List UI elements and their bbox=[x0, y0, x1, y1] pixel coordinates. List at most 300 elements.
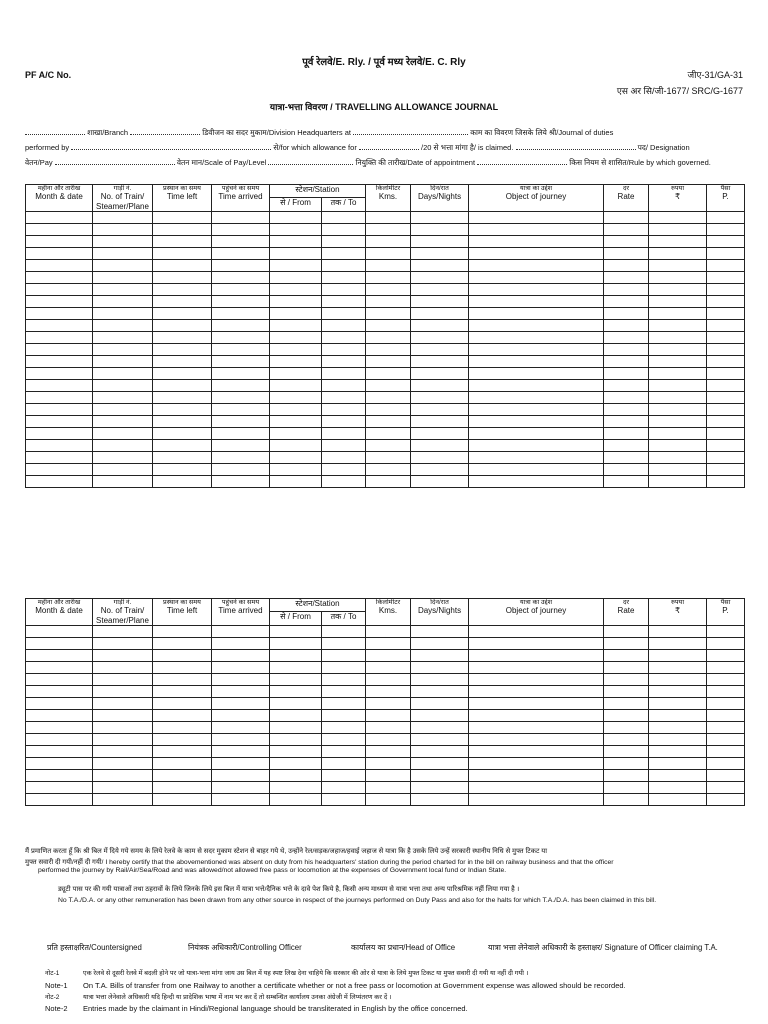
table-cell[interactable] bbox=[212, 709, 270, 721]
table-cell[interactable] bbox=[212, 331, 270, 343]
table-cell[interactable] bbox=[604, 343, 649, 355]
table-cell[interactable] bbox=[411, 721, 469, 733]
table-cell[interactable] bbox=[270, 247, 322, 259]
appointment-field[interactable] bbox=[477, 157, 567, 165]
table-cell[interactable] bbox=[322, 439, 366, 451]
table-cell[interactable] bbox=[93, 247, 153, 259]
table-cell[interactable] bbox=[270, 379, 322, 391]
table-cell[interactable] bbox=[26, 379, 93, 391]
table-cell[interactable] bbox=[270, 661, 322, 673]
table-cell[interactable] bbox=[366, 415, 411, 427]
table-cell[interactable] bbox=[26, 721, 93, 733]
table-cell[interactable] bbox=[707, 757, 745, 769]
table-cell[interactable] bbox=[469, 319, 604, 331]
table-cell[interactable] bbox=[270, 673, 322, 685]
table-cell[interactable] bbox=[322, 355, 366, 367]
table-cell[interactable] bbox=[322, 307, 366, 319]
table-cell[interactable] bbox=[270, 475, 322, 487]
table-cell[interactable] bbox=[411, 781, 469, 793]
table-cell[interactable] bbox=[469, 793, 604, 805]
table-cell[interactable] bbox=[270, 721, 322, 733]
table-cell[interactable] bbox=[604, 637, 649, 649]
table-cell[interactable] bbox=[93, 793, 153, 805]
table-cell[interactable] bbox=[153, 709, 212, 721]
table-cell[interactable] bbox=[153, 475, 212, 487]
table-cell[interactable] bbox=[707, 793, 745, 805]
table-cell[interactable] bbox=[366, 721, 411, 733]
table-cell[interactable] bbox=[649, 403, 707, 415]
table-cell[interactable] bbox=[411, 697, 469, 709]
table-cell[interactable] bbox=[93, 403, 153, 415]
table-cell[interactable] bbox=[153, 625, 212, 637]
table-cell[interactable] bbox=[411, 757, 469, 769]
table-cell[interactable] bbox=[604, 391, 649, 403]
table-cell[interactable] bbox=[469, 733, 604, 745]
table-cell[interactable] bbox=[26, 625, 93, 637]
table-cell[interactable] bbox=[322, 625, 366, 637]
table-cell[interactable] bbox=[411, 283, 469, 295]
table-cell[interactable] bbox=[649, 427, 707, 439]
table-cell[interactable] bbox=[26, 439, 93, 451]
table-cell[interactable] bbox=[411, 259, 469, 271]
table-cell[interactable] bbox=[469, 331, 604, 343]
table-cell[interactable] bbox=[153, 463, 212, 475]
table-cell[interactable] bbox=[153, 649, 212, 661]
table-cell[interactable] bbox=[411, 439, 469, 451]
table-cell[interactable] bbox=[26, 475, 93, 487]
table-cell[interactable] bbox=[212, 343, 270, 355]
table-cell[interactable] bbox=[411, 247, 469, 259]
table-cell[interactable] bbox=[212, 463, 270, 475]
table-cell[interactable] bbox=[366, 697, 411, 709]
table-cell[interactable] bbox=[153, 343, 212, 355]
table-cell[interactable] bbox=[270, 757, 322, 769]
table-cell[interactable] bbox=[649, 319, 707, 331]
table-cell[interactable] bbox=[649, 625, 707, 637]
table-cell[interactable] bbox=[366, 319, 411, 331]
table-cell[interactable] bbox=[411, 223, 469, 235]
table-cell[interactable] bbox=[707, 295, 745, 307]
table-cell[interactable] bbox=[707, 709, 745, 721]
table-cell[interactable] bbox=[411, 319, 469, 331]
table-cell[interactable] bbox=[322, 463, 366, 475]
table-cell[interactable] bbox=[153, 781, 212, 793]
table-cell[interactable] bbox=[707, 685, 745, 697]
table-cell[interactable] bbox=[604, 733, 649, 745]
table-cell[interactable] bbox=[604, 379, 649, 391]
table-cell[interactable] bbox=[366, 685, 411, 697]
table-cell[interactable] bbox=[649, 649, 707, 661]
table-cell[interactable] bbox=[212, 793, 270, 805]
table-cell[interactable] bbox=[469, 463, 604, 475]
table-cell[interactable] bbox=[153, 211, 212, 223]
table-cell[interactable] bbox=[366, 211, 411, 223]
table-cell[interactable] bbox=[93, 697, 153, 709]
table-cell[interactable] bbox=[322, 379, 366, 391]
table-cell[interactable] bbox=[411, 733, 469, 745]
table-cell[interactable] bbox=[153, 319, 212, 331]
table-cell[interactable] bbox=[604, 427, 649, 439]
table-cell[interactable] bbox=[604, 463, 649, 475]
table-cell[interactable] bbox=[366, 757, 411, 769]
table-cell[interactable] bbox=[649, 295, 707, 307]
table-cell[interactable] bbox=[707, 271, 745, 283]
table-cell[interactable] bbox=[153, 769, 212, 781]
pay-field[interactable] bbox=[55, 157, 175, 165]
table-cell[interactable] bbox=[26, 451, 93, 463]
table-cell[interactable] bbox=[93, 685, 153, 697]
table-cell[interactable] bbox=[469, 343, 604, 355]
table-cell[interactable] bbox=[212, 367, 270, 379]
table-cell[interactable] bbox=[212, 661, 270, 673]
table-cell[interactable] bbox=[366, 673, 411, 685]
table-cell[interactable] bbox=[469, 637, 604, 649]
table-cell[interactable] bbox=[649, 283, 707, 295]
table-cell[interactable] bbox=[322, 403, 366, 415]
table-cell[interactable] bbox=[707, 319, 745, 331]
table-cell[interactable] bbox=[212, 781, 270, 793]
table-cell[interactable] bbox=[707, 427, 745, 439]
table-cell[interactable] bbox=[93, 709, 153, 721]
table-cell[interactable] bbox=[604, 757, 649, 769]
table-cell[interactable] bbox=[469, 757, 604, 769]
table-cell[interactable] bbox=[153, 637, 212, 649]
table-cell[interactable] bbox=[366, 733, 411, 745]
table-cell[interactable] bbox=[649, 781, 707, 793]
scale-field[interactable] bbox=[268, 157, 353, 165]
table-cell[interactable] bbox=[411, 295, 469, 307]
table-cell[interactable] bbox=[604, 211, 649, 223]
table-cell[interactable] bbox=[707, 211, 745, 223]
table-cell[interactable] bbox=[469, 673, 604, 685]
table-cell[interactable] bbox=[322, 223, 366, 235]
table-cell[interactable] bbox=[322, 685, 366, 697]
table-cell[interactable] bbox=[270, 391, 322, 403]
table-cell[interactable] bbox=[26, 637, 93, 649]
table-cell[interactable] bbox=[469, 709, 604, 721]
table-cell[interactable] bbox=[270, 685, 322, 697]
table-cell[interactable] bbox=[153, 367, 212, 379]
table-cell[interactable] bbox=[604, 271, 649, 283]
table-cell[interactable] bbox=[366, 637, 411, 649]
table-cell[interactable] bbox=[649, 463, 707, 475]
table-cell[interactable] bbox=[212, 235, 270, 247]
table-cell[interactable] bbox=[212, 319, 270, 331]
table-cell[interactable] bbox=[270, 625, 322, 637]
table-cell[interactable] bbox=[411, 709, 469, 721]
table-cell[interactable] bbox=[212, 259, 270, 271]
table-cell[interactable] bbox=[93, 463, 153, 475]
table-cell[interactable] bbox=[322, 781, 366, 793]
table-cell[interactable] bbox=[26, 427, 93, 439]
table-cell[interactable] bbox=[707, 637, 745, 649]
table-cell[interactable] bbox=[604, 625, 649, 637]
table-cell[interactable] bbox=[26, 343, 93, 355]
table-cell[interactable] bbox=[93, 475, 153, 487]
table-cell[interactable] bbox=[707, 235, 745, 247]
table-cell[interactable] bbox=[707, 781, 745, 793]
table-cell[interactable] bbox=[153, 439, 212, 451]
table-cell[interactable] bbox=[649, 259, 707, 271]
table-cell[interactable] bbox=[93, 625, 153, 637]
table-cell[interactable] bbox=[604, 283, 649, 295]
table-cell[interactable] bbox=[469, 355, 604, 367]
table-cell[interactable] bbox=[649, 415, 707, 427]
table-cell[interactable] bbox=[322, 649, 366, 661]
table-cell[interactable] bbox=[153, 427, 212, 439]
table-cell[interactable] bbox=[270, 769, 322, 781]
table-cell[interactable] bbox=[366, 343, 411, 355]
table-cell[interactable] bbox=[469, 649, 604, 661]
table-cell[interactable] bbox=[212, 757, 270, 769]
table-cell[interactable] bbox=[469, 307, 604, 319]
table-cell[interactable] bbox=[322, 709, 366, 721]
table-cell[interactable] bbox=[649, 307, 707, 319]
table-cell[interactable] bbox=[153, 721, 212, 733]
table-cell[interactable] bbox=[270, 295, 322, 307]
table-cell[interactable] bbox=[153, 271, 212, 283]
table-cell[interactable] bbox=[649, 379, 707, 391]
table-cell[interactable] bbox=[270, 709, 322, 721]
table-cell[interactable] bbox=[707, 769, 745, 781]
table-cell[interactable] bbox=[604, 355, 649, 367]
table-cell[interactable] bbox=[411, 475, 469, 487]
table-cell[interactable] bbox=[707, 379, 745, 391]
table-cell[interactable] bbox=[212, 451, 270, 463]
table-cell[interactable] bbox=[26, 769, 93, 781]
table-cell[interactable] bbox=[26, 355, 93, 367]
table-cell[interactable] bbox=[707, 661, 745, 673]
table-cell[interactable] bbox=[411, 463, 469, 475]
table-cell[interactable] bbox=[411, 343, 469, 355]
table-cell[interactable] bbox=[604, 781, 649, 793]
table-cell[interactable] bbox=[604, 673, 649, 685]
table-cell[interactable] bbox=[26, 745, 93, 757]
table-cell[interactable] bbox=[212, 307, 270, 319]
table-cell[interactable] bbox=[366, 355, 411, 367]
table-cell[interactable] bbox=[153, 391, 212, 403]
table-cell[interactable] bbox=[153, 331, 212, 343]
table-cell[interactable] bbox=[322, 247, 366, 259]
table-cell[interactable] bbox=[366, 463, 411, 475]
branch-name-field[interactable] bbox=[130, 127, 200, 135]
table-cell[interactable] bbox=[93, 733, 153, 745]
table-cell[interactable] bbox=[411, 685, 469, 697]
table-cell[interactable] bbox=[411, 211, 469, 223]
table-cell[interactable] bbox=[270, 259, 322, 271]
table-cell[interactable] bbox=[26, 781, 93, 793]
table-cell[interactable] bbox=[469, 451, 604, 463]
table-cell[interactable] bbox=[212, 283, 270, 295]
table-cell[interactable] bbox=[707, 721, 745, 733]
table-cell[interactable] bbox=[270, 343, 322, 355]
table-cell[interactable] bbox=[93, 769, 153, 781]
table-cell[interactable] bbox=[604, 235, 649, 247]
table-cell[interactable] bbox=[153, 283, 212, 295]
table-cell[interactable] bbox=[93, 649, 153, 661]
table-cell[interactable] bbox=[270, 403, 322, 415]
table-cell[interactable] bbox=[649, 367, 707, 379]
table-cell[interactable] bbox=[411, 451, 469, 463]
table-cell[interactable] bbox=[604, 367, 649, 379]
table-cell[interactable] bbox=[93, 721, 153, 733]
table-cell[interactable] bbox=[26, 697, 93, 709]
table-cell[interactable] bbox=[604, 307, 649, 319]
table-cell[interactable] bbox=[707, 625, 745, 637]
table-cell[interactable] bbox=[212, 379, 270, 391]
table-cell[interactable] bbox=[93, 343, 153, 355]
table-cell[interactable] bbox=[707, 343, 745, 355]
table-cell[interactable] bbox=[93, 259, 153, 271]
table-cell[interactable] bbox=[649, 211, 707, 223]
table-cell[interactable] bbox=[366, 709, 411, 721]
table-cell[interactable] bbox=[270, 319, 322, 331]
table-cell[interactable] bbox=[604, 721, 649, 733]
table-cell[interactable] bbox=[469, 235, 604, 247]
table-cell[interactable] bbox=[26, 271, 93, 283]
table-cell[interactable] bbox=[153, 403, 212, 415]
table-cell[interactable] bbox=[707, 439, 745, 451]
table-cell[interactable] bbox=[270, 427, 322, 439]
table-cell[interactable] bbox=[604, 259, 649, 271]
table-cell[interactable] bbox=[411, 235, 469, 247]
table-cell[interactable] bbox=[26, 307, 93, 319]
table-cell[interactable] bbox=[270, 781, 322, 793]
table-cell[interactable] bbox=[153, 379, 212, 391]
table-cell[interactable] bbox=[707, 673, 745, 685]
table-cell[interactable] bbox=[212, 769, 270, 781]
table-cell[interactable] bbox=[707, 475, 745, 487]
division-hq-field[interactable] bbox=[353, 127, 468, 135]
table-cell[interactable] bbox=[649, 637, 707, 649]
table-cell[interactable] bbox=[153, 295, 212, 307]
table-cell[interactable] bbox=[411, 427, 469, 439]
table-cell[interactable] bbox=[270, 367, 322, 379]
table-cell[interactable] bbox=[93, 439, 153, 451]
table-cell[interactable] bbox=[366, 793, 411, 805]
table-cell[interactable] bbox=[366, 781, 411, 793]
table-cell[interactable] bbox=[411, 661, 469, 673]
table-cell[interactable] bbox=[366, 649, 411, 661]
table-cell[interactable] bbox=[26, 247, 93, 259]
table-cell[interactable] bbox=[649, 271, 707, 283]
table-cell[interactable] bbox=[153, 451, 212, 463]
table-cell[interactable] bbox=[93, 379, 153, 391]
table-cell[interactable] bbox=[707, 283, 745, 295]
table-cell[interactable] bbox=[270, 697, 322, 709]
table-cell[interactable] bbox=[322, 475, 366, 487]
table-cell[interactable] bbox=[469, 439, 604, 451]
table-cell[interactable] bbox=[93, 367, 153, 379]
table-cell[interactable] bbox=[649, 331, 707, 343]
table-cell[interactable] bbox=[604, 769, 649, 781]
table-cell[interactable] bbox=[26, 415, 93, 427]
table-cell[interactable] bbox=[322, 673, 366, 685]
table-cell[interactable] bbox=[322, 427, 366, 439]
table-cell[interactable] bbox=[707, 745, 745, 757]
table-cell[interactable] bbox=[322, 721, 366, 733]
table-cell[interactable] bbox=[707, 391, 745, 403]
table-cell[interactable] bbox=[26, 709, 93, 721]
table-cell[interactable] bbox=[153, 355, 212, 367]
table-cell[interactable] bbox=[322, 415, 366, 427]
table-cell[interactable] bbox=[153, 247, 212, 259]
table-cell[interactable] bbox=[649, 733, 707, 745]
table-cell[interactable] bbox=[270, 415, 322, 427]
table-cell[interactable] bbox=[649, 709, 707, 721]
table-cell[interactable] bbox=[469, 259, 604, 271]
table-cell[interactable] bbox=[366, 271, 411, 283]
table-cell[interactable] bbox=[26, 673, 93, 685]
table-cell[interactable] bbox=[322, 319, 366, 331]
table-cell[interactable] bbox=[212, 247, 270, 259]
table-cell[interactable] bbox=[469, 769, 604, 781]
table-cell[interactable] bbox=[649, 451, 707, 463]
table-cell[interactable] bbox=[469, 661, 604, 673]
table-cell[interactable] bbox=[649, 745, 707, 757]
table-cell[interactable] bbox=[366, 283, 411, 295]
table-cell[interactable] bbox=[469, 391, 604, 403]
table-cell[interactable] bbox=[469, 379, 604, 391]
table-cell[interactable] bbox=[212, 439, 270, 451]
table-cell[interactable] bbox=[322, 745, 366, 757]
table-cell[interactable] bbox=[707, 415, 745, 427]
table-cell[interactable] bbox=[153, 661, 212, 673]
table-cell[interactable] bbox=[411, 367, 469, 379]
table-cell[interactable] bbox=[366, 235, 411, 247]
table-cell[interactable] bbox=[649, 685, 707, 697]
table-cell[interactable] bbox=[649, 721, 707, 733]
table-cell[interactable] bbox=[707, 367, 745, 379]
table-cell[interactable] bbox=[212, 625, 270, 637]
table-cell[interactable] bbox=[604, 403, 649, 415]
table-cell[interactable] bbox=[322, 343, 366, 355]
table-cell[interactable] bbox=[366, 451, 411, 463]
table-cell[interactable] bbox=[411, 637, 469, 649]
branch-field[interactable] bbox=[25, 127, 85, 135]
table-cell[interactable] bbox=[93, 745, 153, 757]
table-cell[interactable] bbox=[212, 427, 270, 439]
table-cell[interactable] bbox=[93, 319, 153, 331]
table-cell[interactable] bbox=[93, 235, 153, 247]
table-cell[interactable] bbox=[153, 223, 212, 235]
table-cell[interactable] bbox=[469, 427, 604, 439]
table-cell[interactable] bbox=[411, 649, 469, 661]
table-cell[interactable] bbox=[469, 685, 604, 697]
table-cell[interactable] bbox=[604, 745, 649, 757]
table-cell[interactable] bbox=[270, 307, 322, 319]
table-cell[interactable] bbox=[366, 391, 411, 403]
table-cell[interactable] bbox=[26, 661, 93, 673]
table-cell[interactable] bbox=[26, 283, 93, 295]
table-cell[interactable] bbox=[270, 283, 322, 295]
table-cell[interactable] bbox=[153, 307, 212, 319]
table-cell[interactable] bbox=[366, 295, 411, 307]
table-cell[interactable] bbox=[604, 649, 649, 661]
table-cell[interactable] bbox=[469, 223, 604, 235]
table-cell[interactable] bbox=[93, 415, 153, 427]
table-cell[interactable] bbox=[270, 463, 322, 475]
table-cell[interactable] bbox=[212, 223, 270, 235]
table-cell[interactable] bbox=[153, 745, 212, 757]
table-cell[interactable] bbox=[212, 733, 270, 745]
table-cell[interactable] bbox=[26, 685, 93, 697]
table-cell[interactable] bbox=[366, 379, 411, 391]
table-cell[interactable] bbox=[366, 259, 411, 271]
table-cell[interactable] bbox=[212, 649, 270, 661]
table-cell[interactable] bbox=[93, 673, 153, 685]
table-cell[interactable] bbox=[153, 415, 212, 427]
